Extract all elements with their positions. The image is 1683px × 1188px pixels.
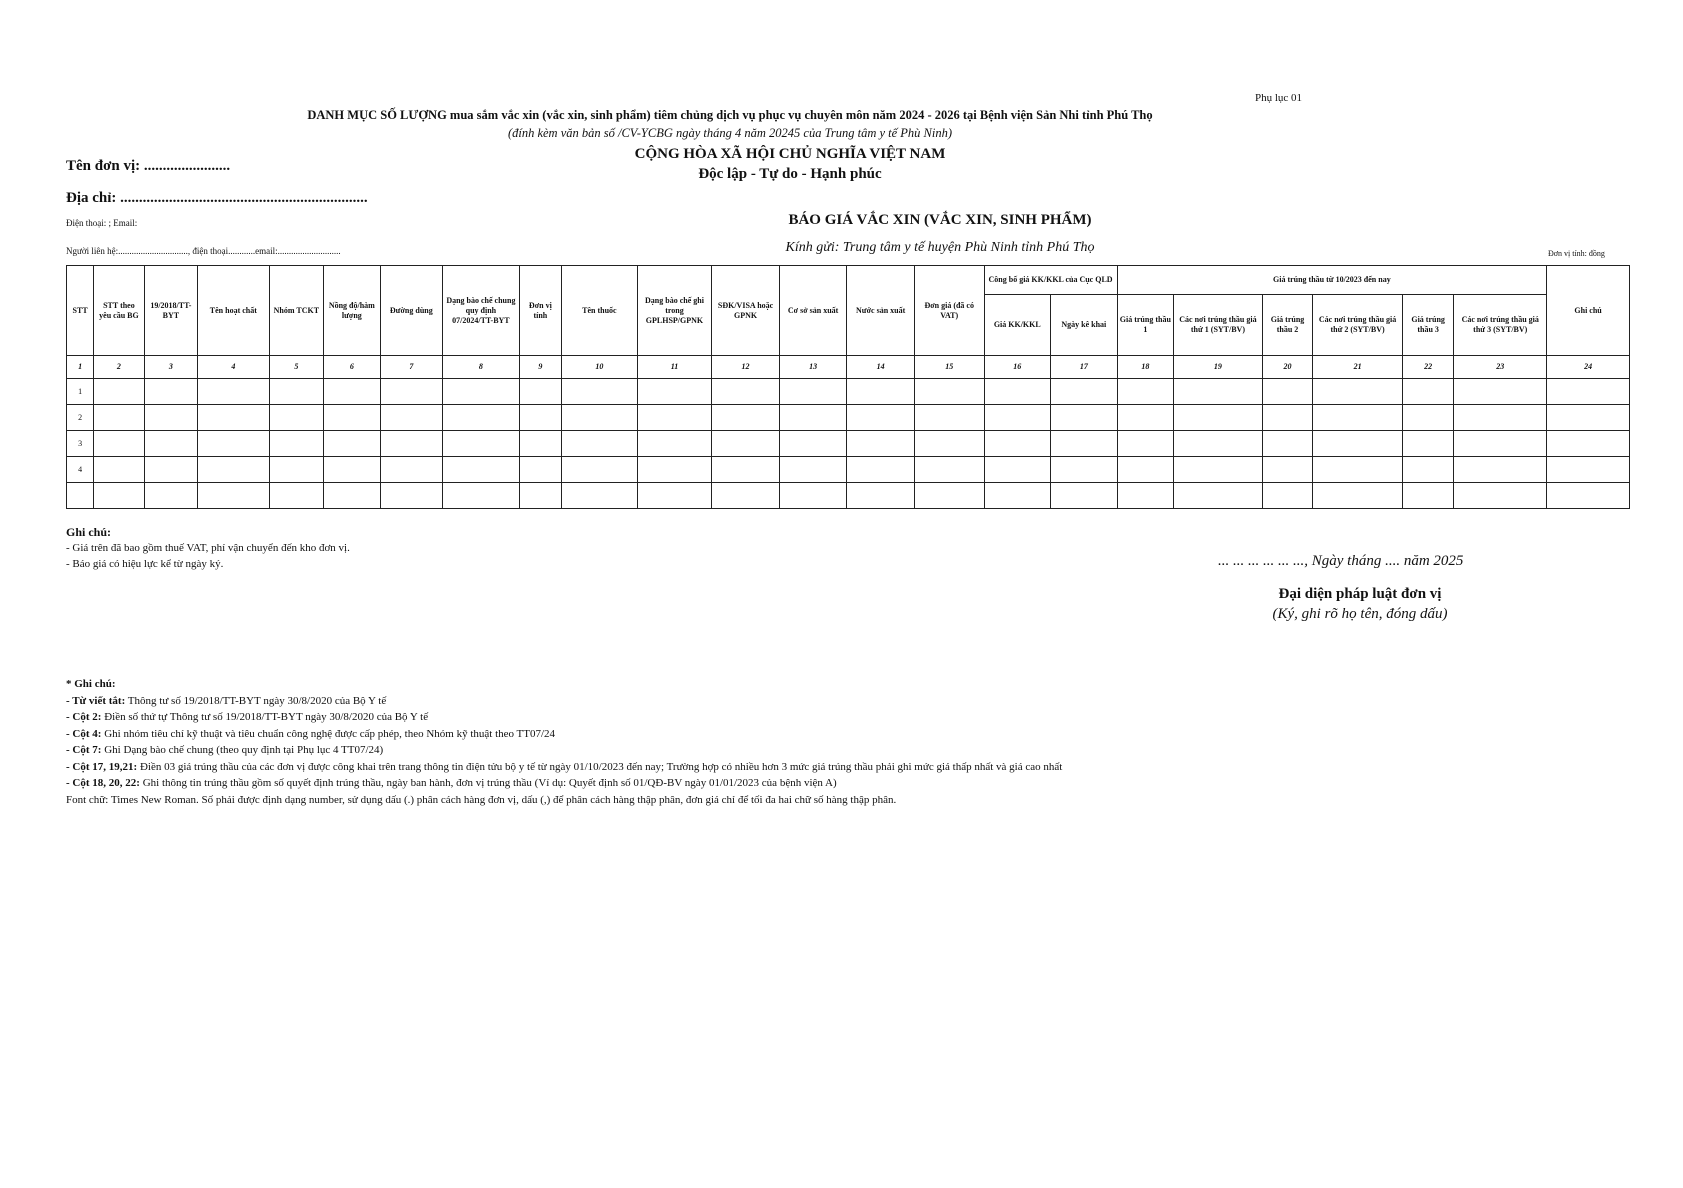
table-cell	[1117, 405, 1173, 431]
footnotes-section	[66, 676, 1062, 808]
table-cell	[198, 483, 270, 509]
table-cell	[779, 379, 847, 405]
table-cell	[94, 431, 144, 457]
header-concentration: Nồng độ/hàm lượng	[324, 266, 380, 356]
table-cell	[94, 379, 144, 405]
column-number: 1	[67, 356, 94, 379]
column-number: 9	[519, 356, 561, 379]
table-cell	[779, 457, 847, 483]
header-group: Nhóm TCKT	[269, 266, 323, 356]
table-cell	[443, 379, 520, 405]
header-country: Nước sản xuất	[847, 266, 915, 356]
document-title: DANH MỤC SỐ LƯỢNG mua sắm vắc xin (vắc xin, sinh phẩm) tiêm chủng dịch vụ phục vụ chuyên môn năm 2024 - 2026 tại Bệnh viện Sản Nhi tỉnh Phú Thọ	[307, 108, 1153, 122]
table-cell	[269, 405, 323, 431]
table-cell	[144, 379, 197, 405]
phone-email-field: Điện thoại: ; Email:	[66, 218, 138, 228]
table-cell	[1174, 483, 1263, 509]
table-cell	[914, 431, 984, 457]
table-cell	[1262, 379, 1312, 405]
header-declared-group: Công bố giá KK/KKL của Cục QLD	[984, 266, 1117, 295]
footnote-text: Ghi nhóm tiêu chí kỹ thuật và tiêu chuẩn công nghệ được cấp phép, theo Nhóm kỹ thuật theo TT07/24	[101, 727, 556, 740]
header-stt-bg: STT theo yêu cầu BG	[94, 266, 144, 356]
table-cell	[1313, 405, 1403, 431]
table-cell	[712, 431, 780, 457]
footnote-text: Điền số thứ tự Thông tư số 19/2018/TT-BYT ngày 30/8/2020 của Bộ Y tế	[101, 711, 429, 723]
table-cell	[380, 431, 443, 457]
column-number: 10	[562, 356, 638, 379]
column-number: 11	[637, 356, 712, 379]
table-cell	[562, 405, 638, 431]
table-cell	[1262, 457, 1312, 483]
column-number: 13	[779, 356, 847, 379]
table-cell	[712, 483, 780, 509]
header-stt: STT	[67, 266, 94, 356]
table-cell	[712, 405, 780, 431]
footnote-text: Ghi Dạng bào chế chung (theo quy định tại Phụ lục 4 TT07/24)	[101, 744, 384, 756]
table-cell	[1402, 431, 1453, 457]
column-number: 8	[443, 356, 520, 379]
column-number: 20	[1262, 356, 1312, 379]
header-drug-name: Tên thuốc	[562, 266, 638, 356]
document-subtitle: (đính kèm văn bản số /CV-YCBG ngày tháng 4 năm 20245 của Trung tâm y tế Phù Ninh)	[507, 126, 953, 140]
header-win-where-1: Các nơi trúng thầu giá thứ 1 (SYT/BV)	[1174, 295, 1263, 356]
footnote-text: Thông tư số 19/2018/TT-BYT ngày 30/8/2020 của Bộ Y tế	[125, 694, 387, 707]
header-unit: Đơn vị tính	[519, 266, 561, 356]
table-cell	[144, 405, 197, 431]
table-cell	[779, 405, 847, 431]
address-field: Địa chỉ: ..................................................................	[66, 190, 368, 206]
quote-title: BÁO GIÁ VẮC XIN (VẮC XIN, SINH PHẨM)	[788, 212, 1092, 228]
table-cell	[519, 431, 561, 457]
table-cell	[984, 431, 1051, 457]
appendix-label: Phụ lục 01	[1255, 92, 1303, 104]
table-cell	[144, 431, 197, 457]
table-cell	[1313, 483, 1403, 509]
row-number: 1	[67, 379, 94, 405]
table-cell	[198, 431, 270, 457]
table-cell	[324, 379, 380, 405]
table-cell	[443, 457, 520, 483]
column-number: 15	[914, 356, 984, 379]
table-cell	[1547, 379, 1630, 405]
table-cell	[380, 379, 443, 405]
notes-heading: Ghi chú:	[66, 525, 112, 539]
table-row	[67, 457, 1630, 483]
footnote-item	[66, 693, 1062, 710]
row-number	[67, 483, 94, 509]
table-cell	[144, 483, 197, 509]
table-cell	[984, 483, 1051, 509]
table-cell	[519, 483, 561, 509]
table-cell	[562, 431, 638, 457]
table-cell	[324, 483, 380, 509]
table-cell	[1051, 379, 1118, 405]
column-number-row	[67, 356, 1630, 379]
table-cell	[1051, 405, 1118, 431]
table-cell	[847, 431, 915, 457]
table-cell	[1402, 405, 1453, 431]
column-number: 2	[94, 356, 144, 379]
table-cell	[1117, 379, 1173, 405]
table-cell	[324, 457, 380, 483]
table-cell	[712, 379, 780, 405]
column-number: 6	[324, 356, 380, 379]
table-cell	[1051, 457, 1118, 483]
table-cell	[94, 405, 144, 431]
table-cell	[324, 431, 380, 457]
table-cell	[94, 483, 144, 509]
table-cell	[1117, 483, 1173, 509]
header-note: Ghi chú	[1547, 266, 1630, 356]
unit-name-field: Tên đơn vị: .......................	[66, 158, 231, 174]
column-number: 7	[380, 356, 443, 379]
table-cell	[1262, 431, 1312, 457]
signature-date-line: ... ... ... ... ... ..., Ngày tháng .... năm 2025	[1218, 553, 1464, 569]
header-form-general: Dạng bào chế chung quy định 07/2024/TT-BYT	[443, 266, 520, 356]
table-cell	[380, 483, 443, 509]
table-cell	[324, 405, 380, 431]
column-number: 19	[1174, 356, 1263, 379]
table-cell	[1313, 379, 1403, 405]
table-cell	[984, 405, 1051, 431]
table-row	[67, 431, 1630, 457]
header-win-price-2: Giá trúng thầu 2	[1262, 295, 1312, 356]
column-number: 18	[1117, 356, 1173, 379]
table-cell	[198, 379, 270, 405]
table-cell	[637, 379, 712, 405]
column-number: 17	[1051, 356, 1118, 379]
table-cell	[637, 431, 712, 457]
header-active-ingredient: Tên hoạt chất	[198, 266, 270, 356]
table-cell	[779, 483, 847, 509]
footnote-label: - Cột 4:	[66, 727, 102, 740]
table-cell	[269, 483, 323, 509]
contact-field: Người liên hệ:..............................., điện thoại............email:............................	[66, 246, 341, 256]
column-number: 14	[847, 356, 915, 379]
column-number: 16	[984, 356, 1051, 379]
table-cell	[1454, 483, 1547, 509]
table-row	[67, 405, 1630, 431]
table-cell	[1051, 431, 1118, 457]
header-price: Đơn giá (đã có VAT)	[914, 266, 984, 356]
table-cell	[1117, 431, 1173, 457]
row-number: 4	[67, 457, 94, 483]
footnotes-heading: * Ghi chú:	[66, 678, 116, 690]
column-number: 21	[1313, 356, 1403, 379]
table-cell	[1547, 483, 1630, 509]
national-title: CỘNG HÒA XÃ HỘI CHỦ NGHĨA VIỆT NAM	[634, 146, 946, 162]
table-cell	[1051, 483, 1118, 509]
header-form-license: Dạng bào chế ghi trong GPLHSP/GPNK	[637, 266, 712, 356]
footnote-item	[66, 775, 1062, 792]
table-cell	[779, 431, 847, 457]
header-win-where-2: Các nơi trúng thầu giá thứ 2 (SYT/BV)	[1313, 295, 1403, 356]
header-byt: 19/2018/TT-BYT	[144, 266, 197, 356]
footnote-item	[66, 742, 1062, 759]
currency-unit: Đơn vị tính: đồng	[1548, 249, 1605, 258]
table-cell	[914, 405, 984, 431]
table-cell	[94, 457, 144, 483]
footnote-text: Điền 03 giá trúng thầu của các đơn vị được công khai trên trang thông tin điện tửu bộ y tế từ ngày 01/10/2023 đến nay; Trường hợp có nhiều hơn 3 mức giá trúng thầu phải ghi mức giá thấp nhất và giá cao nhất	[137, 760, 1063, 773]
header-win-price-3: Giá trúng thầu 3	[1402, 295, 1453, 356]
table-cell	[1262, 405, 1312, 431]
header-declared-price: Giá KK/KKL	[984, 295, 1051, 356]
table-cell	[519, 405, 561, 431]
table-cell	[1454, 405, 1547, 431]
table-cell	[847, 405, 915, 431]
footnote-item	[66, 759, 1062, 776]
table-cell	[269, 457, 323, 483]
table-cell	[712, 457, 780, 483]
table-cell	[847, 379, 915, 405]
table-cell	[1402, 457, 1453, 483]
table-cell	[984, 379, 1051, 405]
column-number: 24	[1547, 356, 1630, 379]
footnote-label: - Cột 17, 19,21:	[66, 760, 138, 773]
header-winning-group: Giá trúng thầu từ 10/2023 đến nay	[1117, 266, 1547, 295]
column-number: 4	[198, 356, 270, 379]
signature-title: Đại diện pháp luật đơn vị	[1278, 586, 1442, 602]
table-cell	[443, 431, 520, 457]
header-manufacturer: Cơ sở sản xuất	[779, 266, 847, 356]
footnote-label: - Cột 2:	[66, 711, 102, 723]
table-cell	[443, 483, 520, 509]
table-cell	[1454, 431, 1547, 457]
table-cell	[847, 483, 915, 509]
table-cell	[1313, 431, 1403, 457]
table-cell	[1547, 457, 1630, 483]
header-route: Đường dùng	[380, 266, 443, 356]
table-cell	[1547, 405, 1630, 431]
note-item: - Báo giá có hiệu lực kể từ ngày ký.	[66, 558, 224, 570]
column-number: 3	[144, 356, 197, 379]
header-sdk: SĐK/VISA hoặc GPNK	[712, 266, 780, 356]
header-declared-date: Ngày kê khai	[1051, 295, 1118, 356]
motto: Độc lập - Tự do - Hạnh phúc	[698, 166, 882, 182]
column-number: 22	[1402, 356, 1453, 379]
footnote-label: - Từ viết tắt:	[66, 694, 126, 707]
table-cell	[914, 457, 984, 483]
table-cell	[914, 379, 984, 405]
table-cell	[198, 405, 270, 431]
table-cell	[380, 405, 443, 431]
table-cell	[1174, 379, 1263, 405]
table-cell	[1547, 431, 1630, 457]
table-cell	[1174, 457, 1263, 483]
table-cell	[1454, 457, 1547, 483]
table-cell	[847, 457, 915, 483]
row-number: 2	[67, 405, 94, 431]
column-number: 23	[1454, 356, 1547, 379]
notes-section	[66, 525, 350, 570]
table-cell	[1117, 457, 1173, 483]
recipient: Kính gửi: Trung tâm y tế huyện Phù Ninh tỉnh Phú Thọ	[785, 240, 1095, 255]
table-row	[67, 483, 1630, 509]
table-cell	[1174, 431, 1263, 457]
table-cell	[1262, 483, 1312, 509]
table-cell	[914, 483, 984, 509]
table-cell	[269, 431, 323, 457]
footnote-item	[66, 709, 1062, 726]
table-cell	[269, 379, 323, 405]
table-cell	[1402, 379, 1453, 405]
footnote-label: - Cột 18, 20, 22:	[66, 777, 140, 789]
table-cell	[637, 457, 712, 483]
quote-table	[66, 265, 1630, 509]
table-cell	[144, 457, 197, 483]
table-cell	[562, 483, 638, 509]
table-row	[67, 379, 1630, 405]
column-number: 5	[269, 356, 323, 379]
row-number: 3	[67, 431, 94, 457]
table-cell	[1402, 483, 1453, 509]
table-cell	[562, 379, 638, 405]
footnote-label: - Cột 7:	[66, 744, 102, 756]
table-cell	[519, 379, 561, 405]
footnote-item	[66, 726, 1062, 743]
table-cell	[198, 457, 270, 483]
table-cell	[1313, 457, 1403, 483]
signature-instruction: (Ký, ghi rõ họ tên, đóng dấu)	[1272, 606, 1448, 622]
font-note: Font chữ: Times New Roman. Số phải được định dạng number, sử dụng dấu (.) phân cách hàng đơn vị, dấu (,) để phân cách hàng thập phân, đơn giá chỉ để tối đa hai chữ số hàng thập phân.	[66, 793, 897, 806]
footnote-text: Ghi thông tin trúng thầu gồm số quyết định trúng thầu, ngày ban hành, đơn vị trúng thầu (Ví dụ: Quyết định số 01/QĐ-BV ngày 01/01/2023 của bệnh viện A)	[139, 777, 837, 789]
table-cell	[1454, 379, 1547, 405]
table-cell	[1174, 405, 1263, 431]
table-cell	[380, 457, 443, 483]
table-cell	[519, 457, 561, 483]
table-cell	[984, 457, 1051, 483]
header-win-price-1: Giá trúng thầu 1	[1117, 295, 1173, 356]
table-cell	[637, 405, 712, 431]
table-cell	[637, 483, 712, 509]
header-win-where-3: Các nơi trúng thầu giá thứ 3 (SYT/BV)	[1454, 295, 1547, 356]
table-cell	[562, 457, 638, 483]
column-number: 12	[712, 356, 780, 379]
note-item: - Giá trên đã bao gồm thuế VAT, phí vận chuyển đến kho đơn vị.	[66, 542, 350, 554]
table-cell	[443, 405, 520, 431]
